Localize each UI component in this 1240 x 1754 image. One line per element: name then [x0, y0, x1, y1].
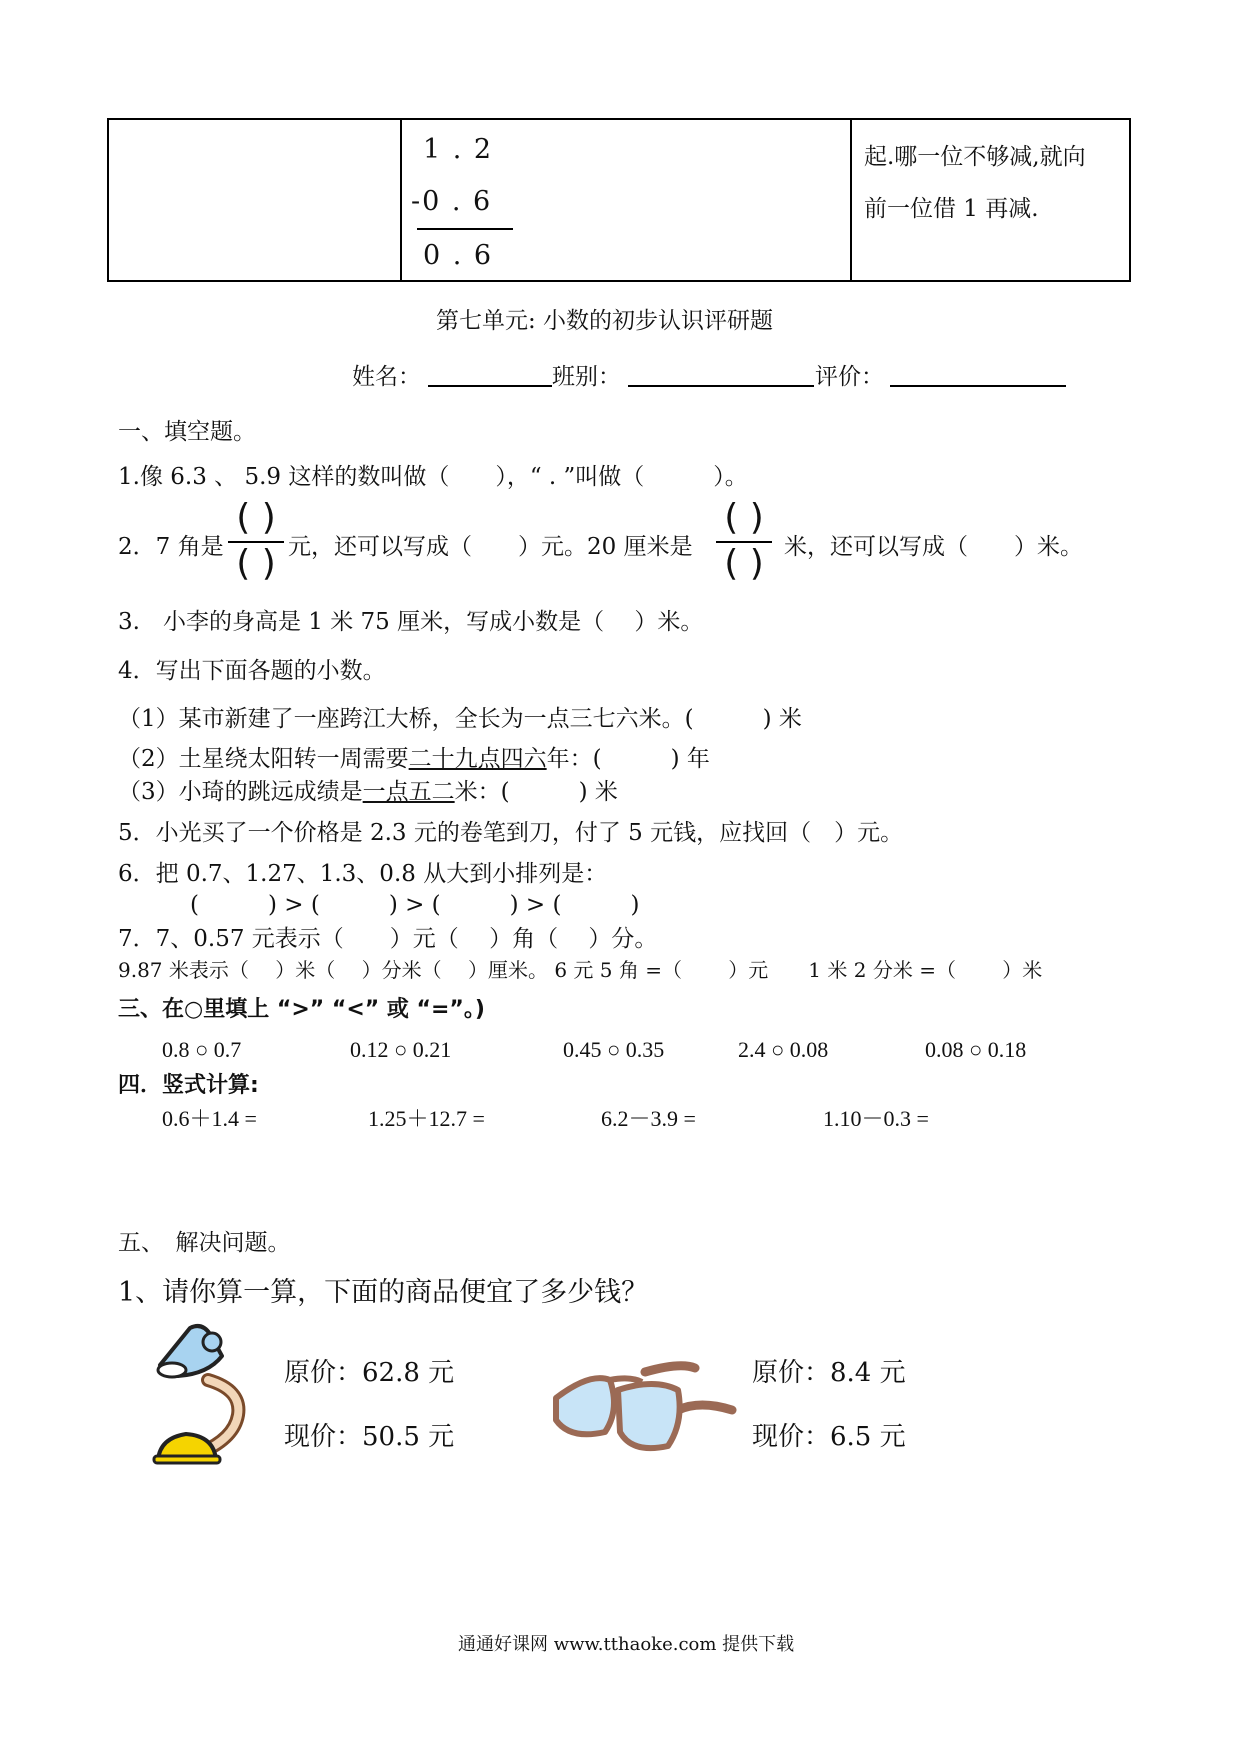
- calc-line-1: 1 . 2: [423, 134, 494, 165]
- question-2-part-a: 2．7 角是: [118, 534, 224, 560]
- question-4-2-pre: （2）土星绕太阳转一周需要: [118, 746, 409, 772]
- calc-line-3: 0 . 6: [423, 240, 494, 271]
- table-divider-2: [850, 120, 852, 280]
- fraction-blank-1: [226, 497, 286, 584]
- fraction-numerator: ( ): [236, 497, 276, 538]
- name-blank: [428, 385, 552, 387]
- question-4-2: [118, 740, 710, 773]
- fraction-blank-2: [714, 497, 774, 584]
- question-4-3-underlined: 一点五二: [362, 779, 455, 805]
- glasses-icon: [550, 1360, 740, 1460]
- section4-heading: 四．竖式计算:: [118, 1073, 259, 1098]
- question-4: 4．写出下面各题的小数。: [118, 658, 386, 684]
- calc-item-2: 1.25＋12.7 =: [368, 1106, 485, 1131]
- tip-line-1: 起.哪一位不够减,就向: [864, 144, 1086, 170]
- problem-1: 1、请你算一算，下面的商品便宜了多少钱？: [118, 1277, 649, 1308]
- question-6: 6．把 0.7、1.27、1.3、0.8 从大到小排列是：: [118, 861, 608, 887]
- section5-heading: 五、 解决问题。: [118, 1230, 291, 1256]
- section1-heading: 一、填空题。: [118, 419, 256, 445]
- class-blank: [628, 385, 814, 387]
- grade-label: 评价：: [815, 364, 884, 390]
- glasses-current-price: 现价：6.5 元: [752, 1422, 906, 1452]
- class-label: 班别：: [552, 364, 621, 390]
- question-2-part-b: 元，还可以写成（ ）元。20 厘米是: [288, 534, 693, 560]
- fraction-denominator: ( ): [724, 543, 764, 584]
- section3-heading: 三、在○里填上 “>” “<” 或 “=”。): [118, 997, 485, 1022]
- page-title: 第七单元: 小数的初步认识评研题: [436, 308, 774, 334]
- calc-item-4: 1.10－0.3 =: [823, 1106, 929, 1131]
- calc-item-3: 6.2－3.9 =: [601, 1106, 696, 1131]
- question-4-3-pre: （3）小琦的跳远成绩是: [118, 779, 363, 805]
- table-divider-1: [400, 120, 402, 280]
- lamp-original-price: 原价：62.8 元: [284, 1358, 455, 1388]
- question-1: 1.像 6.3 、 5.9 这样的数叫做（ ），“ . ”叫做（ ）。: [118, 464, 748, 490]
- question-3: 3. 小李的身高是 1 米 75 厘米，写成小数是（ ）米。: [118, 609, 704, 635]
- glasses-original-price: 原价：8.4 元: [752, 1358, 906, 1388]
- name-label: 姓名：: [352, 364, 421, 390]
- grade-blank: [890, 385, 1066, 387]
- fraction-numerator: ( ): [724, 497, 764, 538]
- compare-item-5: 0.08 ○ 0.18: [925, 1037, 1027, 1062]
- top-table: [107, 118, 1131, 282]
- desk-lamp-icon: [150, 1320, 260, 1465]
- question-4-3-post: 米：( ) 米: [454, 779, 618, 805]
- question-4-2-post: 年：( ) 年: [546, 746, 710, 772]
- calc-rule: [417, 228, 513, 230]
- question-4-2-underlined: 二十九点四六: [408, 746, 547, 772]
- compare-item-3: 0.45 ○ 0.35: [563, 1037, 665, 1062]
- footer-text: 通通好课网 www.tthaoke.com 提供下载: [458, 1634, 795, 1655]
- question-4-1: （1）某市新建了一座跨江大桥，全长为一点三七六米。( ) 米: [118, 706, 802, 732]
- calc-line-2: -0 . 6: [411, 186, 493, 217]
- question-5: 5．小光买了一个价格是 2.3 元的卷笔到刀，付了 5 元钱，应找回（ ）元。: [118, 820, 904, 846]
- question-7: 7．7、0.57 元表示（ ）元（ ）角（ ）分。: [118, 926, 658, 952]
- question-4-3: [118, 773, 618, 806]
- fraction-denominator: ( ): [236, 543, 276, 584]
- question-6-blanks: ( ) > ( ) > ( ) > ( ): [190, 892, 640, 918]
- calc-item-1: 0.6＋1.4 =: [162, 1106, 257, 1131]
- compare-item-4: 2.4 ○ 0.08: [738, 1037, 829, 1062]
- question-2-part-c: 米，还可以写成（ ）米。: [784, 534, 1083, 560]
- lamp-current-price: 现价：50.5 元: [284, 1422, 455, 1452]
- compare-item-1: 0.8 ○ 0.7: [162, 1037, 242, 1062]
- tip-line-2: 前一位借 1 再减.: [864, 196, 1039, 222]
- compare-item-2: 0.12 ○ 0.21: [350, 1037, 452, 1062]
- question-8: 9.87 米表示（ ）米（ ）分米（ ）厘米。 6 元 5 角 =（ ）元 1 米 2 分米 =（ ）米: [118, 958, 1043, 982]
